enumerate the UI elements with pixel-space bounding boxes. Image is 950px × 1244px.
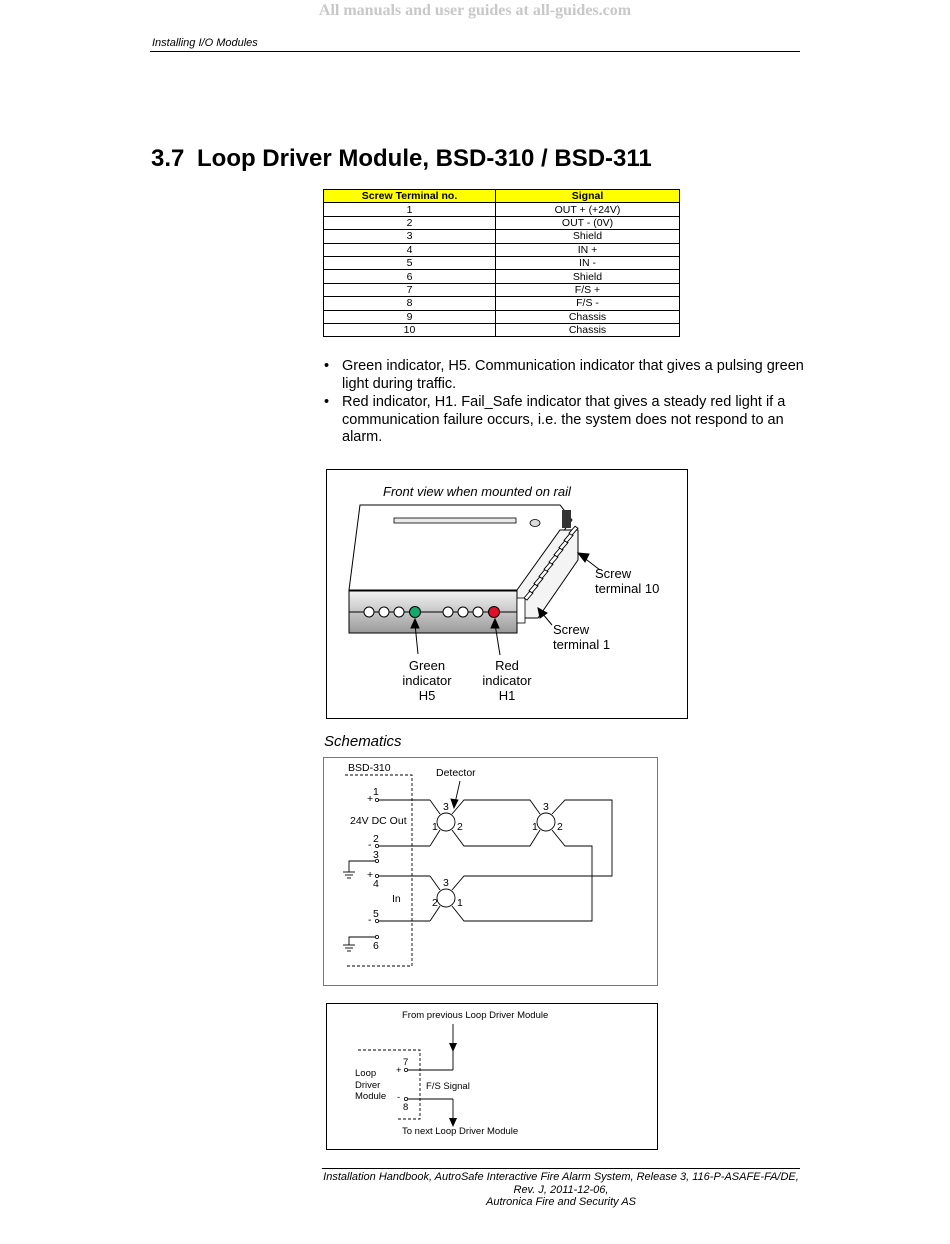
table-cell: OUT + (+24V)	[496, 203, 680, 216]
table-cell: 2	[324, 216, 496, 229]
dc-out-label: 24V DC Out	[350, 815, 407, 827]
label-line: indicator	[402, 673, 452, 688]
detector-pin: 2	[432, 897, 438, 909]
detector-pin: 1	[457, 897, 463, 909]
footer	[322, 1171, 800, 1209]
detector-pin: 1	[432, 821, 438, 833]
terminal-number: 5	[373, 908, 379, 920]
minus-sign: -	[368, 839, 372, 851]
label-line: indicator	[482, 673, 532, 688]
terminal-number: 2	[373, 833, 379, 845]
table-cell: 4	[324, 243, 496, 256]
label-line: Red	[495, 658, 519, 673]
schematics-heading: Schematics	[324, 733, 402, 750]
module-name: BSD-310	[348, 762, 391, 774]
plus-sign: +	[367, 869, 374, 881]
column-header: Screw Terminal no.	[324, 190, 496, 203]
table-cell: IN -	[496, 256, 680, 269]
detector-pin: 3	[443, 801, 449, 813]
loop-driver-module-label	[355, 1068, 386, 1103]
in-label: In	[392, 893, 401, 905]
table-cell: Chassis	[496, 310, 680, 323]
table-cell: F/S +	[496, 283, 680, 296]
label-line: H5	[418, 688, 436, 703]
footer-line: Autronica Fire and Security AS	[486, 1196, 636, 1208]
watermark: All manuals and user guides at all-guides.com	[318, 2, 632, 19]
label-line: Loop	[355, 1068, 377, 1079]
detector-label: Detector	[436, 767, 476, 779]
running-header: Installing I/O Modules	[152, 37, 258, 49]
table-cell: 6	[324, 270, 496, 283]
section-number: 3.7	[151, 145, 185, 172]
list-item: • Red indicator, H1. Fail_Safe indicator that gives a steady red light if a communication failure occurs, i.e. the system does not respond to an alarm.	[324, 394, 804, 447]
detector-pin: 2	[457, 821, 463, 833]
terminal-number: 4	[373, 878, 379, 890]
table-cell: 1	[324, 203, 496, 216]
table-cell: Shield	[496, 230, 680, 243]
label-line: Screw	[595, 566, 632, 581]
minus-sign: -	[397, 1092, 401, 1103]
list-item: • Green indicator, H5. Communication indicator that gives a pulsing green light during traffic.	[324, 358, 804, 393]
table-cell: F/S -	[496, 297, 680, 310]
terminal-number: 8	[403, 1102, 409, 1113]
terminal-number: 6	[373, 940, 379, 952]
table-cell: Chassis	[496, 323, 680, 336]
to-next-label: To next Loop Driver Module	[402, 1126, 519, 1137]
section-heading: Loop Driver Module, BSD-310 / BSD-311	[197, 145, 652, 172]
table-cell: 10	[324, 323, 496, 336]
plus-sign: +	[367, 793, 374, 805]
terminal-number: 3	[373, 849, 379, 861]
terminal-number: 1	[373, 786, 379, 798]
detector-pin: 1	[532, 821, 538, 833]
figure-caption: Front view when mounted on rail	[383, 484, 571, 499]
from-previous-label: From previous Loop Driver Module	[402, 1010, 549, 1021]
label-line: Screw	[553, 622, 590, 637]
table-cell: 7	[324, 283, 496, 296]
arrow-down-icon	[449, 1043, 457, 1052]
label-line: Green	[408, 658, 446, 673]
label-line: H1	[498, 688, 516, 703]
label-line: Module	[355, 1091, 387, 1102]
plus-sign: +	[396, 1065, 402, 1076]
label-line: terminal 10	[595, 581, 660, 596]
minus-sign: -	[368, 914, 372, 926]
table-cell: 3	[324, 230, 496, 243]
footer-line: Rev. J, 2011-12-06,	[513, 1183, 609, 1196]
detector-pin: 2	[557, 821, 563, 833]
fs-signal-label: F/S Signal	[426, 1081, 470, 1092]
detector-pin: 3	[543, 801, 549, 813]
detector-pin: 3	[443, 877, 449, 889]
label-line: Driver	[355, 1079, 381, 1091]
table-cell: 5	[324, 256, 496, 269]
table-cell: 9	[324, 310, 496, 323]
column-header: Signal	[496, 190, 680, 203]
footer-line: Installation Handbook, AutroSafe Interactive Fire Alarm System, Release 3, 116-P-ASAFE-FA/DE,	[323, 1171, 799, 1183]
table-cell: IN +	[496, 243, 680, 256]
label-line: terminal 1	[553, 637, 611, 652]
table-cell: OUT - (0V)	[496, 216, 680, 229]
table-cell: 8	[324, 297, 496, 310]
footer-rule	[322, 1168, 800, 1169]
table-cell: Shield	[496, 270, 680, 283]
terminal-number: 7	[403, 1057, 409, 1068]
